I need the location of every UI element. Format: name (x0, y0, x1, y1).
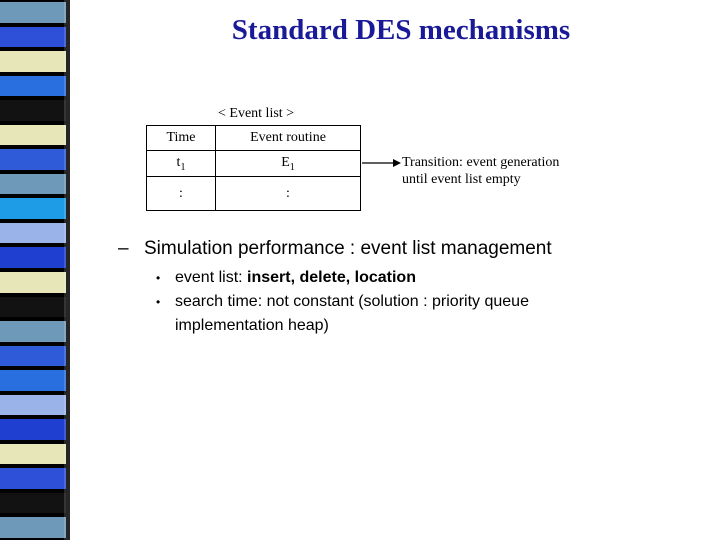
stripe-15 (0, 370, 66, 391)
routine-base: E (281, 154, 290, 170)
list-item (152, 266, 592, 290)
routine-subscript: 1 (289, 161, 295, 173)
main-bullet-text: Simulation performance : event list management (144, 238, 552, 259)
bullet-dot: • (156, 271, 161, 285)
dash-bullet: – (118, 238, 129, 259)
bullet-line-1: search time: not constant (solution : priority queue (175, 293, 529, 310)
stripe-5 (0, 125, 66, 146)
cell-routine-ellipsis: : (216, 177, 361, 211)
main-bullet (118, 238, 552, 260)
cell-routine-e1 (216, 151, 361, 177)
stripe-18 (0, 444, 66, 465)
cell-time-t1 (147, 151, 216, 177)
transition-note (402, 154, 602, 188)
table-row (147, 151, 361, 177)
stripe-2 (0, 51, 66, 72)
stripe-6 (0, 149, 66, 170)
note-line-2: until event list empty (402, 172, 521, 187)
decorative-stripe-bar (0, 0, 70, 540)
table-header-row (147, 126, 361, 151)
bullet-prefix: event list: (175, 269, 248, 286)
stripe-7 (0, 174, 66, 195)
stripe-8 (0, 198, 66, 219)
bullet-dot: • (156, 295, 161, 309)
stripe-14 (0, 346, 66, 367)
header-event-routine: Event routine (216, 126, 361, 151)
stripe-4 (0, 100, 66, 121)
stripe-19 (0, 468, 66, 489)
time-subscript: 1 (180, 161, 186, 173)
stripe-21 (0, 517, 66, 538)
stripe-13 (0, 321, 66, 342)
stripe-16 (0, 395, 66, 416)
slide-title: Standard DES mechanisms (231, 14, 571, 46)
event-list-caption: < Event list > (218, 106, 295, 121)
table-row (147, 177, 361, 211)
time-base: t (176, 154, 181, 170)
header-time: Time (147, 126, 216, 151)
stripe-20 (0, 493, 66, 514)
stripe-17 (0, 419, 66, 440)
stripe-9 (0, 223, 66, 244)
list-item (152, 290, 592, 338)
event-list-table (146, 125, 361, 211)
bullet-bold-text: insert, delete, location (247, 269, 416, 286)
note-line-1: Transition: event generation (402, 155, 560, 170)
bullet-line-2: implementation heap) (175, 317, 329, 334)
stripe-12 (0, 297, 66, 318)
cell-time-ellipsis: : (147, 177, 216, 211)
stripe-11 (0, 272, 66, 293)
stripe-3 (0, 76, 66, 97)
right-arrow-icon (362, 156, 402, 168)
stripe-10 (0, 247, 66, 268)
sub-bullet-list (152, 266, 592, 338)
